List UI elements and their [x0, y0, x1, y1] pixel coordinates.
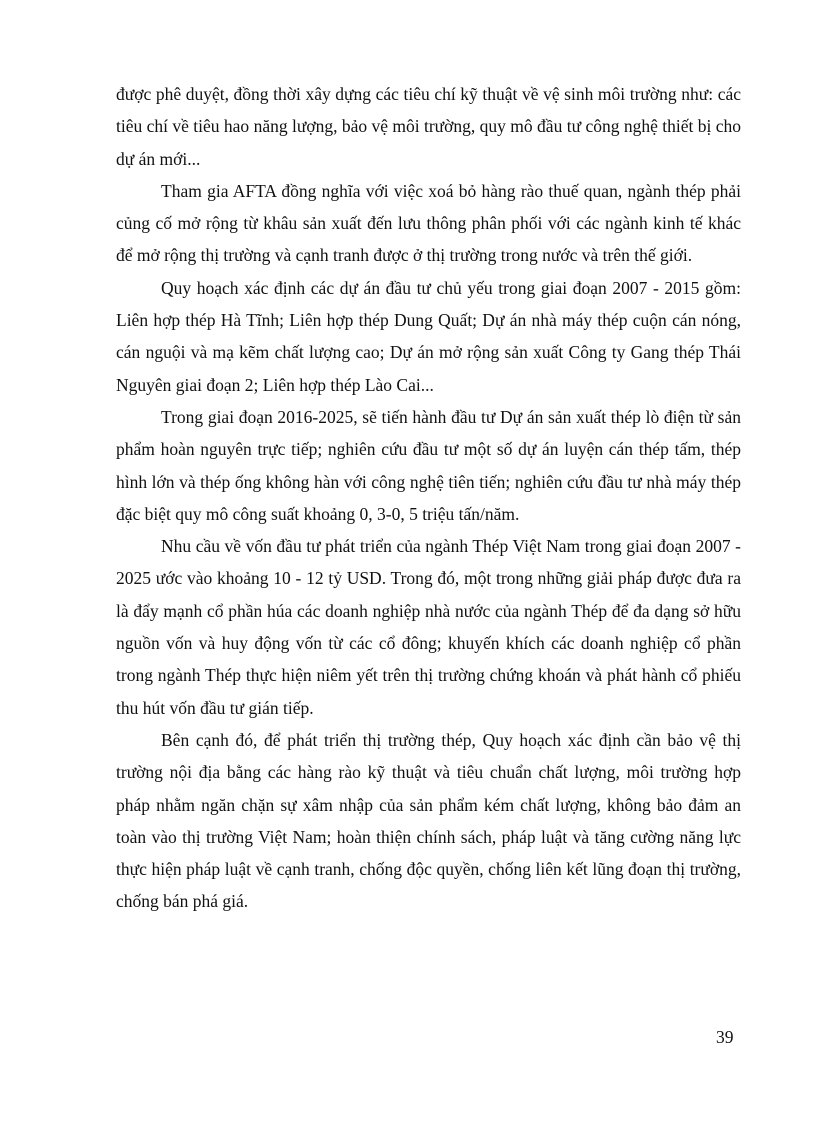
- body-text: [116, 78, 741, 918]
- paragraph-2016-2025: Trong giai đoạn 2016-2025, sẽ tiến hành đầu tư Dự án sản xuất thép lò điện từ sản phẩm hoàn nguyên trực tiếp; nghiên cứu đầu tư một số dự án luyện cán thép tấm, thép hình lớn và thép ống không hàn với công nghệ tiên tiến; nghiên cứu đầu tư nhà máy thép đặc biệt quy mô công suất khoảng 0, 3-0, 5 triệu tấn/năm.: [116, 406, 741, 524]
- paragraph-capital-needs: Nhu cầu về vốn đầu tư phát triển của ngành Thép Việt Nam trong giai đoạn 2007 - 2025 ước vào khoảng 10 - 12 tỷ USD. Trong đó, một trong những giải pháp được đưa ra là đẩy mạnh cổ phần húa các doanh nghiệp nhà nước của ngành Thép để đa dạng sở hữu nguồn vốn và huy động vốn từ các cổ đông; khuyến khích các doanh nghiệp cổ phần trong ngành Thép thực hiện niêm yết trên thị trường chứng khoán và phát hành cổ phiếu thu hút vốn đầu tư gián tiếp.: [116, 536, 741, 718]
- paragraph-afta: Tham gia AFTA đồng nghĩa với việc xoá bỏ hàng rào thuế quan, ngành thép phải củng cố mở rộng từ khâu sản xuất đến lưu thông phân phối với các ngành kinh tế khác để mở rộng thị trường và cạnh tranh được ở thị trường trong nước và trên thế giới.: [116, 180, 741, 266]
- paragraph-investment-projects: Quy hoạch xác định các dự án đầu tư chủ yếu trong giai đoạn 2007 - 2015 gồm: Liên hợp thép Hà Tĩnh; Liên hợp thép Dung Quất; Dự án nhà máy thép cuộn cán nóng, cán nguội và mạ kẽm chất lượng cao; Dự án mở rộng sản xuất Công ty Gang thép Thái Nguyên giai đoạn 2; Liên hợp thép Lào Cai...: [116, 277, 741, 395]
- page-number: 39: [716, 1027, 734, 1047]
- paragraph-market-protection: Bên cạnh đó, để phát triển thị trường thép, Quy hoạch xác định cần bảo vệ thị trường nội địa bằng các hàng rào kỹ thuật và tiêu chuẩn chất lượng, môi trường hợp pháp nhằm ngăn chặn sự xâm nhập của sản phẩm kém chất lượng, không bảo đảm an toàn vào thị trường Việt Nam; hoàn thiện chính sách, pháp luật và tăng cường năng lực thực hiện pháp luật về cạnh tranh, chống độc quyền, chống liên kết lũng đoạn thị trường, chống bán phá giá.: [116, 729, 741, 912]
- paragraph-continued: được phê duyệt, đồng thời xây dựng các tiêu chí kỹ thuật về vệ sinh môi trường như: các tiêu chí về tiêu hao năng lượng, bảo vệ môi trường, quy mô đầu tư công nghệ thiết bị cho dự án mới...: [116, 84, 741, 169]
